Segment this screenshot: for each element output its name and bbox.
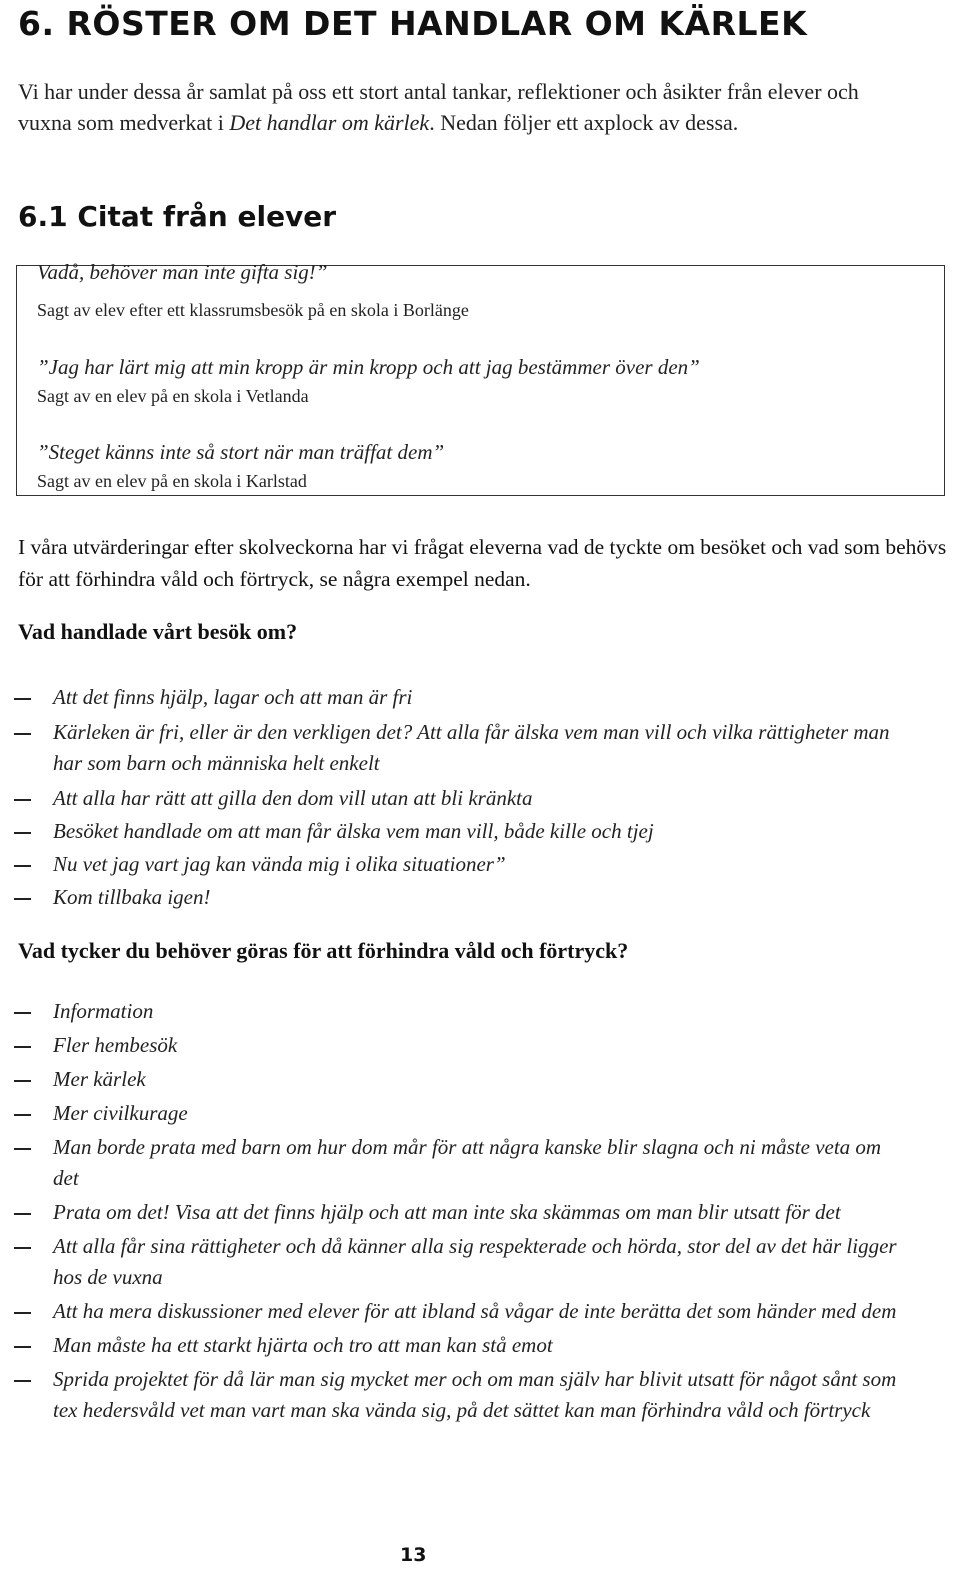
quote-source: Sagt av en elev på en skola i Karlstad bbox=[37, 471, 307, 491]
dash-bullet bbox=[14, 1247, 31, 1249]
dash-bullet bbox=[14, 1312, 31, 1314]
list-item bbox=[0, 1064, 903, 1095]
quote-text: ”Jag har lärt mig att min kropp är min kropp och att jag bestämmer över den” bbox=[37, 355, 700, 379]
dash-bullet bbox=[14, 832, 31, 834]
answer-list bbox=[0, 996, 903, 1426]
quote-text: Vadå, behöver man inte gifta sig!” bbox=[37, 260, 328, 284]
list-item bbox=[0, 816, 903, 847]
list-item bbox=[0, 717, 903, 779]
quote-text: ”Steget känns inte så stort när man träffat dem” bbox=[37, 440, 445, 464]
question-heading: Vad tycker du behöver göras för att förhindra våld och förtryck? bbox=[18, 938, 629, 963]
list-item-text: Fler hembesök bbox=[53, 1033, 178, 1057]
section-subheading: 6.1 Citat från elever bbox=[18, 200, 337, 233]
intro-project-title: Det handlar om kärlek bbox=[229, 110, 430, 135]
list-item bbox=[0, 1197, 903, 1228]
dash-bullet bbox=[14, 1148, 31, 1150]
dash-bullet bbox=[14, 1213, 31, 1215]
list-item bbox=[0, 1296, 903, 1327]
list-item bbox=[0, 1330, 903, 1361]
list-item-text: Mer kärlek bbox=[53, 1067, 146, 1091]
intro-paragraph bbox=[18, 76, 918, 138]
intro-text-end: . Nedan följer ett axplock av dessa. bbox=[429, 110, 739, 135]
quotes-box bbox=[16, 260, 945, 496]
page-heading: 6. RÖSTER OM DET HANDLAR OM KÄRLEK bbox=[18, 4, 808, 43]
list-item-text: Att alla har rätt att gilla den dom vill utan att bli kränkta bbox=[53, 786, 533, 810]
list-item bbox=[0, 783, 903, 814]
dash-bullet bbox=[14, 898, 31, 900]
list-item-text: Kom tillbaka igen! bbox=[53, 885, 211, 909]
dash-bullet bbox=[14, 865, 31, 867]
list-item-text: Kärleken är fri, eller är den verkligen det? Att alla får älska vem man vill och vilka rättigheter man har som barn och människa helt enkelt bbox=[53, 720, 890, 775]
list-item bbox=[0, 1030, 903, 1061]
list-item bbox=[0, 882, 903, 913]
list-item bbox=[0, 1132, 903, 1194]
dash-bullet bbox=[14, 799, 31, 801]
quote-source: Sagt av en elev på en skola i Vetlanda bbox=[37, 386, 309, 406]
list-item-text: Man borde prata med barn om hur dom mår för att några kanske blir slagna och ni måste veta om det bbox=[53, 1135, 882, 1190]
dash-bullet bbox=[14, 1346, 31, 1348]
list-item-text: Mer civilkurage bbox=[53, 1101, 188, 1125]
list-item-text: Att alla får sina rättigheter och då känner alla sig respekterade och hörda, stor del av det här ligger hos de vuxna bbox=[53, 1234, 897, 1289]
list-item-text: Nu vet jag vart jag kan vända mig i olika situationer” bbox=[53, 852, 506, 876]
dash-bullet bbox=[14, 1012, 31, 1014]
dash-bullet bbox=[14, 1380, 31, 1382]
list-item bbox=[0, 1231, 903, 1293]
dash-bullet bbox=[14, 1046, 31, 1048]
list-item bbox=[0, 1364, 903, 1426]
evaluation-paragraph: I våra utvärderingar efter skolveckorna har vi frågat eleverna vad de tyckte om besöket och vad som behövs för att förhindra våld och förtryck, se några exempel nedan. bbox=[18, 535, 947, 591]
page-number: 13 bbox=[400, 1544, 427, 1566]
quote-source: Sagt av elev efter ett klassrumsbesök på en skola i Borlänge bbox=[37, 300, 469, 320]
list-item-text: Prata om det! Visa att det finns hjälp och att man inte ska skämmas om man blir utsatt för det bbox=[53, 1200, 841, 1224]
list-item bbox=[0, 682, 903, 713]
dash-bullet bbox=[14, 1114, 31, 1116]
list-item-text: Man måste ha ett starkt hjärta och tro att man kan stå emot bbox=[53, 1333, 553, 1357]
list-item-text: Besöket handlade om att man får älska vem man vill, både kille och tjej bbox=[53, 819, 654, 843]
intro-text-start: Vi har under dessa år samlat på oss ett stort antal tankar, reflektioner och åsikter från elever och vuxna som medverkat i bbox=[18, 79, 859, 135]
list-item-text: Att ha mera diskussioner med elever för att ibland så vågar de inte berätta det som händer med dem bbox=[53, 1299, 897, 1323]
answer-list bbox=[0, 682, 903, 913]
question-heading: Vad handlade vårt besök om? bbox=[18, 619, 298, 644]
dash-bullet bbox=[14, 1080, 31, 1082]
list-item bbox=[0, 849, 903, 880]
dash-bullet bbox=[14, 698, 31, 700]
dash-bullet bbox=[14, 733, 31, 735]
list-item-text: Information bbox=[53, 999, 154, 1023]
list-item bbox=[0, 996, 903, 1027]
list-item-text: Sprida projektet för då lär man sig mycket mer och om man själv har blivit utsatt för något sånt som tex hedersvåld vet man vart man ska vända sig, på det sättet kan man förhindra våld och förtryck bbox=[53, 1367, 897, 1422]
list-item-text: Att det finns hjälp, lagar och att man är fri bbox=[53, 685, 413, 709]
list-item bbox=[0, 1098, 903, 1129]
